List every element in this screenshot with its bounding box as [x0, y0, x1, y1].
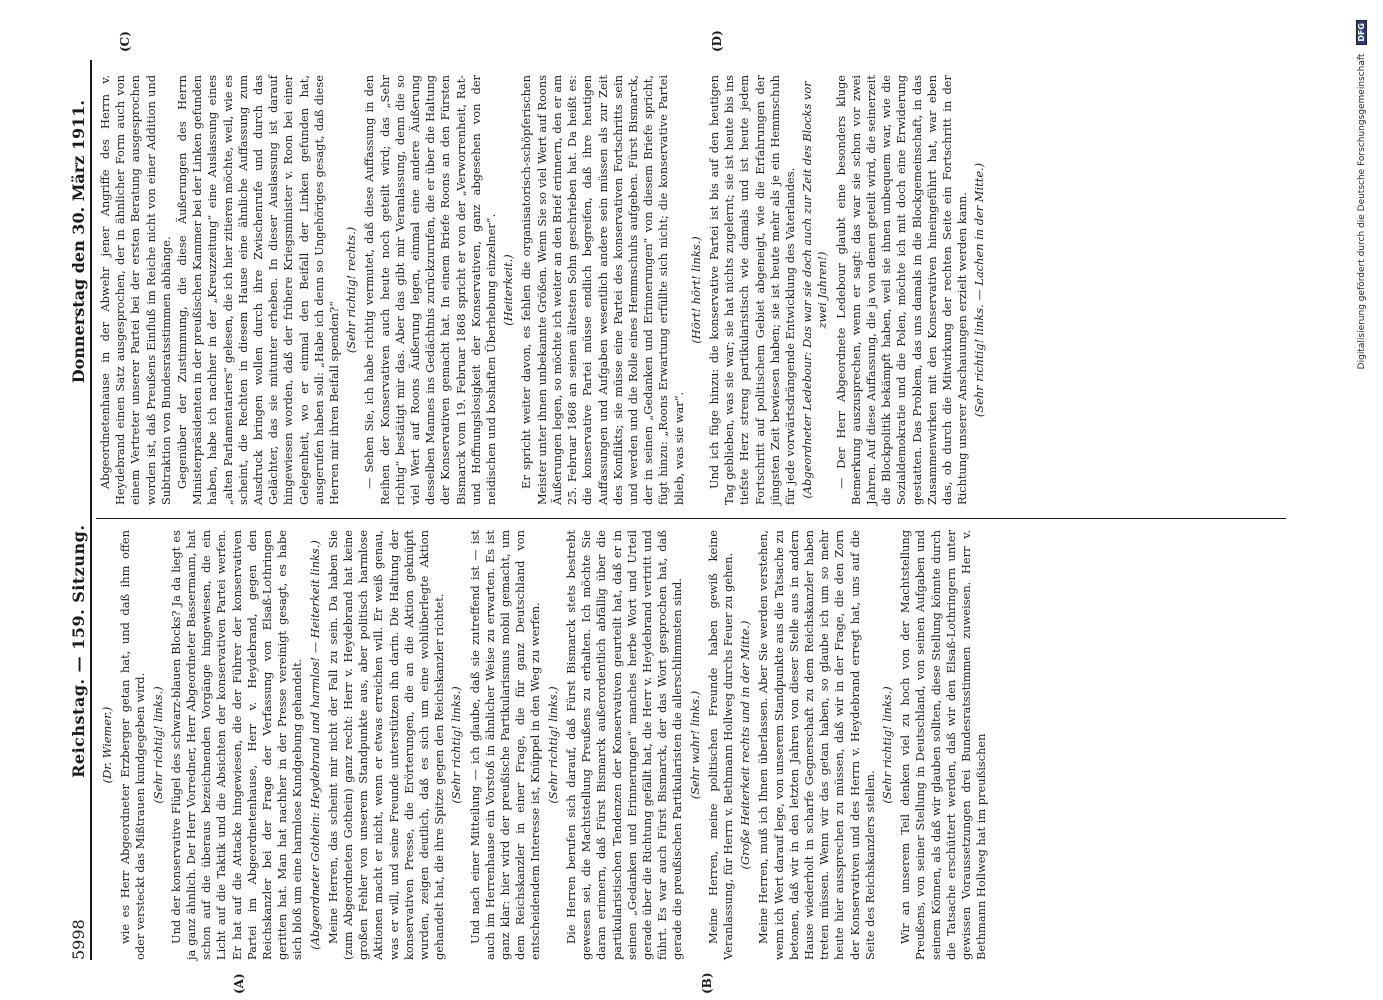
margin-marker-b: (B)	[700, 972, 714, 994]
margin-marker-d: (D)	[710, 30, 724, 52]
paragraph: Gegenüber der Zustimmung, die diese Äußerungen des Herrn Ministerpräsidenten in der preußischen Kammer bei der Linken gefunden haben, habe ich nachher in der „Kreuzzeitung“ eine Auslassung eines „alten Parlamentariers“ gelesen, die ich hier zitieren möchte, weil, wie es scheint, die Rechten in diesem Hause eine ähnliche Auffassung zum Ausdruck bringen wollen durch ihre Zwischenrufe und durch das Gelächter, das sie mitunter erheben. In dieser Auslassung ist darauf hingewiesen worden, daß der frühere Kriegsminister v. Roon bei einer Gelegenheit, wo er einmal den Beifall der Linken gefunden hat, ausgerufen haben soll: „Habe ich denn so Ungehöriges gesagt, daß diese Herren mir ihren Beifall spenden?“	[175, 75, 342, 505]
stage-note: (Hört! hört! links.)	[688, 236, 703, 344]
session-title: Reichstag. — 159. Sitzung.	[69, 524, 88, 778]
stage-note: (Sehr richtig! links.)	[150, 686, 165, 804]
paragraph: Wir an unserem Teil denken viel zu hoch von der Machtstellung Preußens, von seiner Stellung in Deutschland, von seinen Aufgaben und seinem Können, als daß wir glauben sollten, diese Stellung könnte durch die Tatsache erschüttert werden, daß wir den Elsaß-Lothringern unter gewissen Voraussetzungen drei Bundesratsstimmen zuweisen. Herr v. Bethmann Hollweg hat im preußischen	[898, 530, 989, 960]
stage-note: (Große Heiterkeit rechts und in der Mitte.)	[738, 620, 753, 870]
paragraph: — Sehen Sie, ich habe richtig vermutet, daß diese Auffassung in den Reihen der Konservativen auch heute noch geteilt wird; das „Sehr richtig“ bestätigt mir das. Aber das gibt mir Veranlassung, denn die so viel Wert auf Roons Äußerung legen, einmal eine andere Äußerung desselben Mannes ins Gedächtnis zurückzurufen, die er über die Haltung der Konservativen gemacht hat. In einem Briefe Roons an den Fürsten Bismarck vom 19. Februar 1868 spricht er von der „Verworrenheit, Rat- und Hoffnungslosigkeit der Konservativen, ganz abgesehen von der neidischen und boshaften Überhebung einzelner“.	[362, 75, 499, 505]
stage-note: (Sehr richtig! links. — Lachen in der Mitte.)	[972, 162, 987, 418]
credit-text: Digitalisierung gefördert durch die Deutsche Forschungsgemeinschaft	[1357, 53, 1367, 370]
paragraph: Meine Herren, meine politischen Freunde haben gewiß keine Veranlassung, für Herrn v. Bethmann Hollweg durchs Feuer zu gehen.	[705, 530, 735, 960]
stage-note: (Abgeordneter Ledebour: Das war sie doch auch zur Zeit des Blocks vor zwei Jahren!)	[800, 81, 830, 499]
stage-note: (Sehr richtig! links.)	[879, 686, 894, 804]
dfg-logo: DFG	[1356, 20, 1367, 45]
paragraph: Die Herren berufen sich darauf, daß Fürst Bismarck stets bestrebt gewesen sei, die Machtstellung Preußens zu erhalten. Ich möchte Sie daran erinnern, daß Fürst Bismarck außerordentlich abfällig über die partikularistischen Tendenzen der Konservativen geurteilt hat, daß er in seinen „Gedanken und Erinnerungen“ manches herbe Wort und Urteil gerade über die Richtung gefällt hat, die Herr v. Heydebrand vertritt und führt. Es war auch Fürst Bismarck, der das Wort gesprochen hat, daß gerade die preußischen Partikularisten die allerschlimmsten sind.	[563, 530, 685, 960]
paragraph: Und der konservative Flügel des schwarz-blauen Blocks? Ja da liegt es ja ganz ähnlich. Der Herr Vorredner, Herr Abgeordneter Bassermann, hat schon auf die überaus bezeichnenden Vorgänge hingewiesen, die ein Licht auf die Taktik und die Absichten der konservativen Partei werfen. Er hat auf die Attacke hingewiesen, die der Führer der konservativen Partei im Abgeordnetenhause, Herr v. Heydebrand, gegen den Reichskanzler bei der Frage der Verfassung von Elsaß-Lothringen geritten hat. Man hat nachher in der Presse vereinigt gesagt, es habe sich bloß um eine harmlose Kundgebung gehandelt.	[168, 530, 305, 960]
text-column-left	[98, 530, 1278, 960]
paragraph: — Der Herr Abgeordnete Ledebour glaubt eine besonders kluge Bemerkung auszusprechen, wenn er sagt: das war sie schon vor zwei Jahren. Auf diese Auffassung, die ja von denen geteilt wird, die seinerzeit die Blockpolitik bekämpft haben, weil sie ihnen unbequem war, wie die Sozialdemokratie und die Polen, möchte ich mit doch eine Erwiderung gestatten. Das Problem, das uns damals in die Blockgemeinschaft, in das Zusammenwirken mit den Konservativen hineingeführt hat, war eben das, ob durch die Mitwirkung der rechten Seite ein Fortschritt in der Richtung unserer Anschauungen erzielt werden kann.	[833, 75, 970, 505]
stage-note: (Sehr richtig! links.)	[545, 686, 560, 804]
margin-marker-c: (C)	[118, 31, 132, 52]
margin-marker-a: (A)	[232, 973, 246, 994]
column-divider	[96, 518, 1286, 519]
digitization-credit	[1356, 20, 1367, 960]
paragraph: wie es Herr Abgeordneter Erzberger getan hat, und daß ihm offen oder versteckt das Mißtrauen kundgegeben wird.	[118, 530, 148, 960]
page-number: 5998	[69, 919, 88, 960]
paragraph: Meine Herren, das scheint mir nicht der Fall zu sein. Da haben Sie (zum Abgeordneten Gothein) ganz recht: Herr v. Heydebrand hat keine großen Fehler von unserem Standpunkte aus, aber politisch harmlose Aktionen macht er nicht, wenn er etwas erreichen will. Er weiß genau, was er will, und seine Freunde unterstützen ihn darin. Die Haltung der konservativen Presse, die Erörterungen, die an die Aktion geknüpft wurden, zeigen deutlich, daß es sich um eine wohlüberlegte Aktion gehandelt hat, die ihre Spitze gegen den Reichskanzler richtet.	[325, 530, 447, 960]
paragraph: Und nach einer Mitteilung — ich glaube, daß sie zutreffend ist — ist auch im Herrenhause ein Vorstoß in ähnlicher Weise zu erwarten. Es ist ganz klar: hier wird der preußische Partikularismus mobil gemacht, um dem Reichskanzler in einer Frage, die für ganz Deutschland von entscheidendem Interesse ist, Knüppel in den Weg zu werfen.	[467, 530, 543, 960]
stage-note: (Sehr wahr! links.)	[687, 690, 702, 800]
stage-note: (Heiterkeit.)	[501, 254, 516, 326]
stage-note: (Abgeordneter Gothein: Heydebrand und harmlos! — Heiterkeit links.)	[307, 540, 322, 950]
session-date: Donnerstag den 30. März 1911.	[69, 100, 88, 384]
paragraph: Abgeordnetenhause in der Abwehr jener Angriffe des Herrn v. Heydebrand einen Satz ausgesprochen, der in ähnlicher Form auch von einem Vertreter unserer Partei bei der ersten Beratung ausgesprochen worden ist, daß Preußens Einfluß im Reiche nicht von einer Addition und Subtraktion von Bundesratsstimmen abhänge.	[98, 75, 173, 505]
text-column-right	[98, 75, 1278, 505]
page-header	[58, 100, 88, 960]
paragraph: Meine Herren, muß ich Ihnen überlassen. Aber Sie werden verstehen, wenn ich Wert darauf lege, von unserem Standpunkte aus die Tatsache zu betonen, daß wir in den letzten Jahren von dieser Stelle aus in andern Hause wiederholt in scharfe Gegnerschaft zu dem Reichskanzler haben treten müssen. Wenn wir das getan haben, so glaube ich um so mehr heute hier aussprechen zu müssen, daß wir in der Frage, die den Zorn der Konservativen und des Herrn v. Heydebrand erregt hat, uns auf die Seite des Reichskanzlers stellen.	[756, 530, 877, 960]
paragraph: Er spricht weiter davon, es fehlen die organisatorisch-schöpferischen Meister unter ihnen unbekannte Größen. Wenn Sie so viel Wert auf Roons Äußerungen legen, so möchte ich weiter an den Brief erinnern, den er am 25. Februar 1868 an seinen ältesten Sohn geschrieben hat. Da heißt es: die konservative Partei müsse endlich begreifen, daß ihre heutigen Auffassungen und Aufgaben wesentlich andere sein müssen als zur Zeit des Konflikts; sie müsse eine Partei des konservativen Fortschritts sein und werden und die Rolle eines Hemmschuhs aufgeben. Fürst Bismarck, der in seinen „Gedanken und Erinnerungen“ von diesem Briefe spricht, fügt hinzu: „Roons Erwartung erfüllte sich nicht; die konservative Partei blieb, was sie war“.	[519, 75, 686, 505]
header-rule	[90, 60, 92, 960]
paragraph: Und ich füge hinzu: die konservative Partei ist bis auf den heutigen Tag geblieben, was sie war; sie hat nichts zugelernt; sie ist heute bis ins tiefste Herz streng partikularistisch wie damals und ist heute jedem Fortschritt auf politischem Gebiet abgeneigt, wie die Erfahrungen der jüngsten Zeit bewiesen haben; sie ist heute mehr als je ein Hemmschuh für jede vorwärtsdrängende Entwicklung des Vaterlandes.	[706, 75, 797, 505]
stage-note: (Dr. Wiemer.)	[100, 706, 114, 784]
stage-note: (Sehr richtig! links.)	[449, 686, 464, 804]
stage-note: (Sehr richtig! rechts.)	[344, 226, 359, 354]
